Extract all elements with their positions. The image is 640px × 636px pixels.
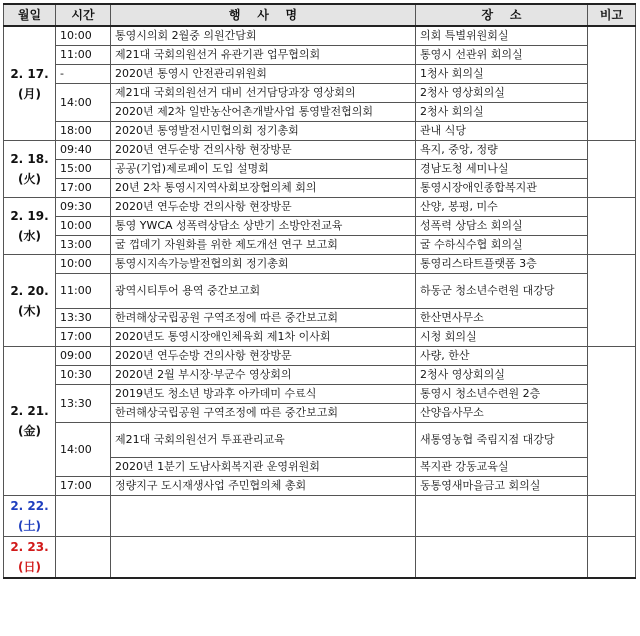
event-cell: 한려해상국립공원 구역조정에 따른 중간보고회 bbox=[111, 404, 416, 423]
place-cell: 2청사 영상회의실 bbox=[416, 84, 588, 103]
event-cell: 정량지구 도시재생사업 주민협의체 총회 bbox=[111, 477, 416, 496]
event-cell: 공공(기업)제로페이 도입 설명회 bbox=[111, 160, 416, 179]
place-cell: 욕지, 중앙, 정량 bbox=[416, 141, 588, 160]
weekday-label: (土) bbox=[18, 519, 41, 533]
date-label: 2. 18. bbox=[10, 152, 49, 166]
time-cell: 13:30 bbox=[56, 385, 111, 423]
time-cell: 17:00 bbox=[56, 477, 111, 496]
time-cell: 18:00 bbox=[56, 122, 111, 141]
note-cell bbox=[588, 141, 636, 198]
event-cell: 제21대 국회의원선거 유관기관 업무협의회 bbox=[111, 46, 416, 65]
schedule-container bbox=[3, 3, 636, 579]
table-row bbox=[4, 366, 636, 385]
header-note: 비고 bbox=[588, 4, 636, 26]
note-cell bbox=[588, 537, 636, 579]
time-cell: 14:00 bbox=[56, 84, 111, 122]
time-cell: 13:30 bbox=[56, 309, 111, 328]
table-row bbox=[4, 385, 636, 404]
event-cell: 20년 2차 통영시지역사회보장협의체 회의 bbox=[111, 179, 416, 198]
header-place: 장 소 bbox=[416, 4, 588, 26]
place-cell: 통영시장애인종합복지관 bbox=[416, 179, 588, 198]
table-row bbox=[4, 477, 636, 496]
time-cell: 14:00 bbox=[56, 423, 111, 477]
event-cell: 2019년도 청소년 방과후 아카데미 수료식 bbox=[111, 385, 416, 404]
table-row bbox=[4, 255, 636, 274]
event-cell: 2020년도 통영시장애인체육회 제1차 이사회 bbox=[111, 328, 416, 347]
table-row bbox=[4, 328, 636, 347]
place-cell: 2청사 회의실 bbox=[416, 103, 588, 122]
event-cell: 한려해상국립공원 구역조정에 따른 중간보고회 bbox=[111, 309, 416, 328]
day-cell-17 bbox=[4, 26, 56, 141]
event-cell: 2020년 1분기 도남사회복지관 운영위원회 bbox=[111, 458, 416, 477]
place-cell: 한산면사무소 bbox=[416, 309, 588, 328]
table-row bbox=[4, 198, 636, 217]
place-cell: 산양, 봉평, 미수 bbox=[416, 198, 588, 217]
table-row bbox=[4, 423, 636, 458]
time-cell: 09:00 bbox=[56, 347, 111, 366]
weekday-label: (水) bbox=[18, 229, 41, 243]
event-cell: 통영시지속가능발전협의회 정기총회 bbox=[111, 255, 416, 274]
time-cell: 11:00 bbox=[56, 274, 111, 309]
date-label: 2. 21. bbox=[10, 404, 49, 418]
event-cell: 2020년 2월 부시장·부군수 영상회의 bbox=[111, 366, 416, 385]
time-cell bbox=[56, 537, 111, 579]
place-cell: 복지관 강동교육실 bbox=[416, 458, 588, 477]
day-cell-18 bbox=[4, 141, 56, 198]
place-cell: 경남도청 세미나실 bbox=[416, 160, 588, 179]
header-event: 행 사 명 bbox=[111, 4, 416, 26]
place-cell: 산양읍사무소 bbox=[416, 404, 588, 423]
day-cell-20 bbox=[4, 255, 56, 347]
place-cell: 통영시 청소년수련원 2층 bbox=[416, 385, 588, 404]
table-row bbox=[4, 496, 636, 537]
date-label: 2. 23. bbox=[10, 540, 49, 554]
table-row bbox=[4, 236, 636, 255]
day-cell-21 bbox=[4, 347, 56, 496]
place-cell: 새통영농협 죽림지점 대강당 bbox=[416, 423, 588, 458]
table-row bbox=[4, 46, 636, 65]
note-cell bbox=[588, 255, 636, 347]
place-cell: 의회 특별위원회실 bbox=[416, 26, 588, 46]
place-cell: 시청 회의실 bbox=[416, 328, 588, 347]
event-cell: 2020년 통영시 안전관리위원회 bbox=[111, 65, 416, 84]
time-cell: 17:00 bbox=[56, 328, 111, 347]
event-cell: 제21대 국회의원선거 대비 선거담당과장 영상회의 bbox=[111, 84, 416, 103]
event-cell bbox=[111, 537, 416, 579]
place-cell: 굴 수하식수협 회의실 bbox=[416, 236, 588, 255]
table-row bbox=[4, 347, 636, 366]
table-row bbox=[4, 122, 636, 141]
table-row bbox=[4, 274, 636, 309]
place-cell bbox=[416, 537, 588, 579]
place-cell: 하동군 청소년수련원 대강당 bbox=[416, 274, 588, 309]
day-cell-22 bbox=[4, 496, 56, 537]
time-cell: 13:00 bbox=[56, 236, 111, 255]
table-row bbox=[4, 141, 636, 160]
time-cell: 09:40 bbox=[56, 141, 111, 160]
time-cell: - bbox=[56, 65, 111, 84]
place-cell: 통영리스타트플랫폼 3층 bbox=[416, 255, 588, 274]
event-cell: 제21대 국회의원선거 투표관리교육 bbox=[111, 423, 416, 458]
place-cell: 사량, 한산 bbox=[416, 347, 588, 366]
header-day: 월일 bbox=[4, 4, 56, 26]
table-row bbox=[4, 309, 636, 328]
event-cell: 2020년 통영발전시민협의회 정기총회 bbox=[111, 122, 416, 141]
header-time: 시간 bbox=[56, 4, 111, 26]
time-cell: 10:30 bbox=[56, 366, 111, 385]
note-cell bbox=[588, 198, 636, 255]
time-cell: 10:00 bbox=[56, 255, 111, 274]
table-row bbox=[4, 160, 636, 179]
place-cell: 1청사 회의실 bbox=[416, 65, 588, 84]
time-cell: 09:30 bbox=[56, 198, 111, 217]
place-cell: 관내 식당 bbox=[416, 122, 588, 141]
event-cell: 2020년 연두순방 건의사항 현장방문 bbox=[111, 347, 416, 366]
schedule-table bbox=[3, 3, 636, 579]
event-cell: 2020년 연두순방 건의사항 현장방문 bbox=[111, 141, 416, 160]
event-cell: 광역시티투어 용역 중간보고회 bbox=[111, 274, 416, 309]
note-cell bbox=[588, 496, 636, 537]
header-row bbox=[4, 4, 636, 26]
place-cell bbox=[416, 496, 588, 537]
weekday-label: (日) bbox=[18, 560, 41, 574]
table-row bbox=[4, 537, 636, 579]
event-cell bbox=[111, 496, 416, 537]
event-cell: 굴 껍데기 자원화를 위한 제도개선 연구 보고회 bbox=[111, 236, 416, 255]
event-cell: 2020년 제2차 일반농산어촌개발사업 통영발전협의회 bbox=[111, 103, 416, 122]
time-cell: 10:00 bbox=[56, 217, 111, 236]
time-cell bbox=[56, 496, 111, 537]
event-cell: 통영시의회 2월중 의원간담회 bbox=[111, 26, 416, 46]
weekday-label: (金) bbox=[18, 424, 41, 438]
place-cell: 성폭력 상담소 회의실 bbox=[416, 217, 588, 236]
place-cell: 2청사 영상회의실 bbox=[416, 366, 588, 385]
date-label: 2. 19. bbox=[10, 209, 49, 223]
event-cell: 2020년 연두순방 건의사항 현장방문 bbox=[111, 198, 416, 217]
time-cell: 17:00 bbox=[56, 179, 111, 198]
time-cell: 11:00 bbox=[56, 46, 111, 65]
table-row bbox=[4, 217, 636, 236]
table-row bbox=[4, 179, 636, 198]
date-label: 2. 17. bbox=[10, 66, 49, 81]
weekday-label: (火) bbox=[18, 172, 41, 186]
weekday-label: (月) bbox=[18, 86, 41, 101]
day-cell-23 bbox=[4, 537, 56, 579]
table-row bbox=[4, 26, 636, 46]
date-label: 2. 20. bbox=[10, 283, 49, 298]
note-cell bbox=[588, 26, 636, 141]
event-cell: 통영 YWCA 성폭력상담소 상반기 소방안전교육 bbox=[111, 217, 416, 236]
table-row bbox=[4, 65, 636, 84]
table-row bbox=[4, 84, 636, 103]
date-label: 2. 22. bbox=[10, 499, 49, 513]
time-cell: 10:00 bbox=[56, 26, 111, 46]
day-cell-19 bbox=[4, 198, 56, 255]
place-cell: 통영시 선관위 회의실 bbox=[416, 46, 588, 65]
place-cell: 동통영새마을금고 회의실 bbox=[416, 477, 588, 496]
weekday-label: (木) bbox=[18, 303, 41, 318]
note-cell bbox=[588, 347, 636, 496]
time-cell: 15:00 bbox=[56, 160, 111, 179]
